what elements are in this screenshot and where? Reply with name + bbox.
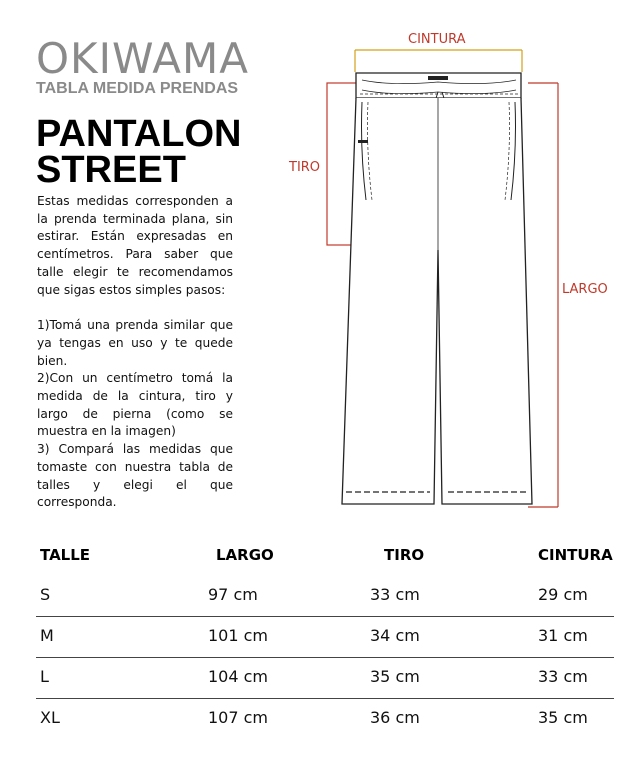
table-row — [36, 699, 614, 739]
header-largo: LARGO — [216, 546, 274, 564]
rise-cell: 34 cm — [370, 626, 420, 645]
rise-cell: 35 cm — [370, 667, 420, 686]
instructions-intro: Estas medidas corresponden a la prenda terminada plana, sin estirar. Están expresadas en centímetros. Para saber que talle elegir te recomendamos que sigas estos simples pasos: — [37, 194, 233, 297]
rise-label: TIRO — [289, 160, 321, 175]
brand-subtitle: TABLA MEDIDA PRENDAS — [36, 80, 239, 97]
instructions-step1: 1)Tomá una prenda similar que ya tengas en uso y te quede bien. — [37, 318, 233, 368]
brand-logo — [36, 34, 249, 98]
table-row — [36, 617, 614, 658]
waist-cell: 33 cm — [538, 667, 588, 686]
rise-cell: 36 cm — [370, 708, 420, 727]
pants-diagram — [270, 20, 640, 530]
waist-cell: 29 cm — [538, 585, 588, 604]
length-cell: 104 cm — [208, 667, 269, 686]
size-table-header — [36, 540, 614, 576]
length-cell: 107 cm — [208, 708, 269, 727]
size-table — [36, 540, 614, 739]
header-talle: TALLE — [40, 546, 91, 564]
waist-cell: 35 cm — [538, 708, 588, 727]
waist-measure — [355, 32, 522, 72]
instructions-text — [37, 193, 233, 512]
instructions-step2: 2)Con un centímetro tomá la medida de la cintura, tiro y largo de pierna (como se muestra en la imagen) — [37, 371, 233, 439]
size-cell: XL — [40, 708, 60, 727]
product-title-line2: STREET — [36, 149, 186, 191]
waist-label: CINTURA — [408, 32, 466, 47]
size-cell: M — [40, 626, 54, 645]
product-title — [36, 113, 256, 191]
table-row — [36, 576, 614, 617]
brand-name: OKIWAMA — [36, 34, 249, 83]
pants-outline — [342, 73, 532, 504]
instructions-step3: 3) Compará las medidas que tomaste con nuestra tabla de talles y elegi el que corresponda. — [37, 442, 233, 510]
header-tiro: TIRO — [384, 546, 425, 564]
waist-cell: 31 cm — [538, 626, 588, 645]
length-cell: 97 cm — [208, 585, 258, 604]
table-row — [36, 658, 614, 699]
size-cell: S — [40, 585, 51, 604]
length-measure — [528, 83, 608, 507]
header-cintura: CINTURA — [538, 546, 613, 564]
product-title-line1: PANTALON — [36, 113, 242, 155]
length-label: LARGO — [562, 282, 608, 297]
size-cell: L — [40, 667, 49, 686]
rise-cell: 33 cm — [370, 585, 420, 604]
length-cell: 101 cm — [208, 626, 269, 645]
